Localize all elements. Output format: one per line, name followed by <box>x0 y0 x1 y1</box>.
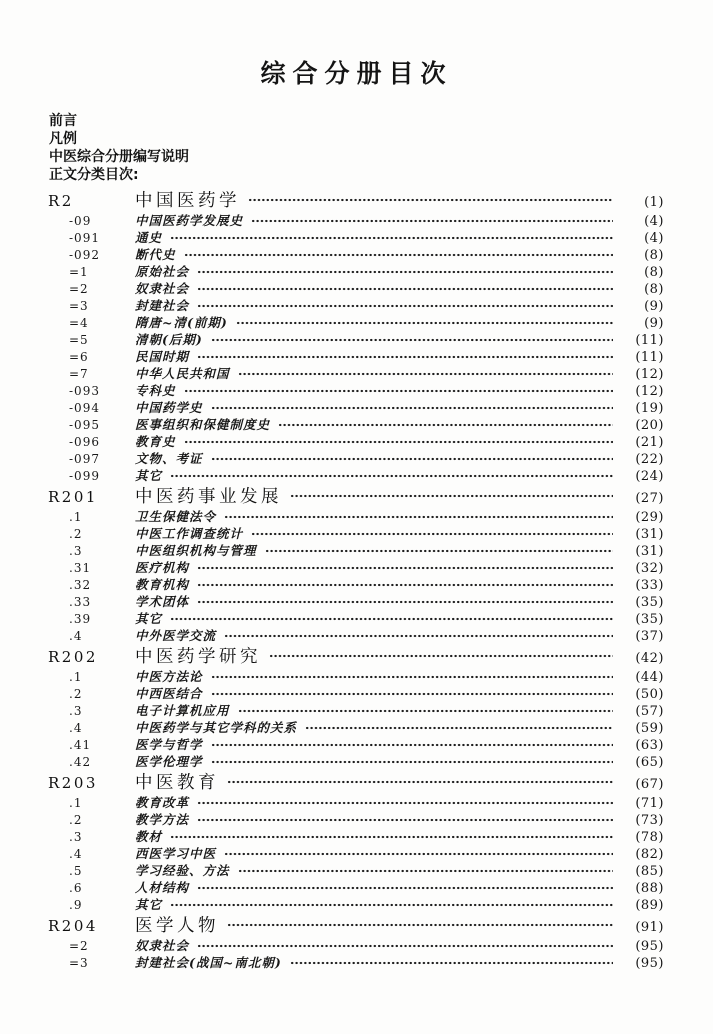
toc-entry <box>48 701 664 718</box>
entry-title: 教育机构 <box>135 577 190 592</box>
entry-code: R202 <box>48 648 98 666</box>
entry-code: R204 <box>48 917 98 935</box>
entry-title: 其它 <box>135 468 163 483</box>
entry-page: (12) <box>635 367 664 382</box>
dot-leader <box>197 579 613 591</box>
toc-entry <box>48 912 664 936</box>
entry-code: .1 <box>69 796 83 810</box>
entry-page: (95) <box>635 956 664 971</box>
entry-code: .9 <box>69 898 83 912</box>
entry-title: 学习经验、方法 <box>135 863 230 878</box>
dot-leader <box>211 739 613 751</box>
entry-code: .2 <box>69 527 83 541</box>
entry-code: R203 <box>48 774 98 792</box>
entry-page: (19) <box>635 401 664 416</box>
dot-leader <box>278 419 613 431</box>
toc-entry <box>48 844 664 861</box>
entry-code: .1 <box>69 670 83 684</box>
dot-leader <box>265 545 613 557</box>
entry-page: (67) <box>635 777 664 792</box>
front-matter-item: 正文分类目次: <box>49 167 139 183</box>
entry-page: (21) <box>635 435 664 450</box>
entry-code: =7 <box>69 367 89 381</box>
entry-page: (35) <box>635 595 664 610</box>
toc-entry <box>48 643 664 667</box>
toc-entry <box>48 718 664 735</box>
entry-code: =3 <box>69 956 89 970</box>
entry-page: (78) <box>635 830 664 845</box>
entry-page: (27) <box>635 491 664 506</box>
entry-page: (65) <box>635 755 664 770</box>
toc-entry <box>48 953 664 970</box>
entry-code: =2 <box>69 939 89 953</box>
toc-entry <box>48 279 664 296</box>
dot-leader <box>238 368 613 380</box>
entry-page: (22) <box>635 452 664 467</box>
entry-page: (8) <box>644 248 664 263</box>
entry-title: 专科史 <box>135 383 176 398</box>
dot-leader <box>224 848 613 860</box>
entry-title: 中医工作调查统计 <box>135 526 244 541</box>
dot-leader <box>238 705 613 717</box>
dot-leader <box>236 317 613 329</box>
entry-title: 中医组织机构与管理 <box>135 543 257 558</box>
dot-leader <box>290 490 613 502</box>
entry-page: (31) <box>635 527 664 542</box>
dot-leader <box>170 831 613 843</box>
entry-code: -099 <box>69 469 100 483</box>
entry-title: 医学人物 <box>135 916 219 936</box>
entry-page: (63) <box>635 738 664 753</box>
toc-entry <box>48 483 664 507</box>
toc-list <box>48 187 664 970</box>
entry-title: 中医药学与其它学科的关系 <box>135 720 298 735</box>
entry-page: (42) <box>635 651 664 666</box>
front-matter-item: 前言 <box>49 113 77 129</box>
entry-title: 民国时期 <box>135 349 190 364</box>
toc-entry <box>48 609 664 626</box>
entry-code: .4 <box>69 721 83 735</box>
dot-leader <box>224 511 613 523</box>
dot-leader <box>211 671 613 683</box>
dot-leader <box>211 756 613 768</box>
front-matter-item: 中医综合分册编写说明 <box>49 149 189 165</box>
dot-leader <box>197 283 613 295</box>
entry-page: (85) <box>635 864 664 879</box>
entry-page: (11) <box>635 350 664 365</box>
entry-page: (88) <box>635 881 664 896</box>
toc-entry <box>48 541 664 558</box>
toc-entry <box>48 187 664 211</box>
toc-entry <box>48 878 664 895</box>
entry-code: .33 <box>69 595 92 609</box>
dot-leader <box>184 249 613 261</box>
entry-title: 教学方法 <box>135 812 190 827</box>
toc-entry <box>48 347 664 364</box>
toc-entry <box>48 592 664 609</box>
entry-page: (11) <box>635 333 664 348</box>
entry-code: -095 <box>69 418 100 432</box>
toc-entry <box>48 364 664 381</box>
toc-entry <box>48 793 664 810</box>
entry-title: 中医药事业发展 <box>135 487 282 507</box>
entry-page: (89) <box>635 898 664 913</box>
entry-title: 教育改革 <box>135 795 190 810</box>
entry-page: (37) <box>635 629 664 644</box>
entry-page: (73) <box>635 813 664 828</box>
toc-entry <box>48 415 664 432</box>
toc-entry <box>48 752 664 769</box>
entry-code: -09 <box>69 214 92 228</box>
entry-title: 中医药学研究 <box>135 647 261 667</box>
toc-entry <box>48 507 664 524</box>
entry-page: (12) <box>635 384 664 399</box>
toc-entry <box>48 432 664 449</box>
dot-leader <box>238 865 613 877</box>
entry-code: .3 <box>69 704 83 718</box>
entry-page: (57) <box>635 704 664 719</box>
entry-title: 教材 <box>135 829 163 844</box>
entry-code: .2 <box>69 687 83 701</box>
entry-code: -094 <box>69 401 100 415</box>
toc-entry <box>48 626 664 643</box>
dot-leader <box>305 722 613 734</box>
entry-code: .3 <box>69 830 83 844</box>
entry-title: 教育史 <box>135 434 176 449</box>
entry-code: .5 <box>69 864 83 878</box>
dot-leader <box>170 232 613 244</box>
page-title: 综合分册目次 <box>260 59 453 88</box>
entry-title: 隋唐~清(前期) <box>135 315 228 330</box>
entry-page: (95) <box>635 939 664 954</box>
toc-entry <box>48 769 664 793</box>
dot-leader <box>211 402 613 414</box>
entry-code: =5 <box>69 333 89 347</box>
entry-code: R201 <box>48 488 98 506</box>
entry-title: 医学伦理学 <box>135 754 203 769</box>
entry-page: (33) <box>635 578 664 593</box>
entry-title: 奴隶社会 <box>135 281 190 296</box>
entry-page: (59) <box>635 721 664 736</box>
entry-page: (91) <box>635 920 664 935</box>
entry-title: 其它 <box>135 611 163 626</box>
entry-title: 清朝(后期) <box>135 332 203 347</box>
entry-title: 医学与哲学 <box>135 737 203 752</box>
toc-entry <box>48 735 664 752</box>
dot-leader <box>227 776 613 788</box>
toc-entry <box>48 330 664 347</box>
toc-entry <box>48 228 664 245</box>
entry-page: (8) <box>644 282 664 297</box>
entry-code: .4 <box>69 847 83 861</box>
entry-title: 西医学习中医 <box>135 846 217 861</box>
dot-leader <box>224 630 613 642</box>
entry-code: -093 <box>69 384 100 398</box>
toc-entry <box>48 245 664 262</box>
front-matter-list <box>49 112 713 184</box>
toc-entry <box>48 667 664 684</box>
entry-title: 电子计算机应用 <box>135 703 230 718</box>
dot-leader <box>197 300 613 312</box>
entry-title: 学术团体 <box>135 594 190 609</box>
entry-page: (4) <box>644 214 664 229</box>
toc-entry <box>48 296 664 313</box>
dot-leader <box>197 596 613 608</box>
entry-code: .41 <box>69 738 92 752</box>
entry-code: =6 <box>69 350 89 364</box>
entry-code: .32 <box>69 578 92 592</box>
entry-page: (1) <box>644 195 664 210</box>
entry-code: -097 <box>69 452 100 466</box>
entry-page: (44) <box>635 670 664 685</box>
entry-title: 通史 <box>135 230 163 245</box>
entry-page: (9) <box>644 316 664 331</box>
entry-code: .39 <box>69 612 92 626</box>
entry-page: (31) <box>635 544 664 559</box>
entry-page: (71) <box>635 796 664 811</box>
entry-title: 中国药学史 <box>135 400 203 415</box>
dot-leader <box>227 919 613 931</box>
toc-entry <box>48 810 664 827</box>
toc-entry <box>48 936 664 953</box>
entry-page: (82) <box>635 847 664 862</box>
toc-entry <box>48 449 664 466</box>
dot-leader <box>197 562 613 574</box>
dot-leader <box>197 351 613 363</box>
entry-title: 医疗机构 <box>135 560 190 575</box>
toc-entry <box>48 211 664 228</box>
entry-code: =1 <box>69 265 89 279</box>
entry-code: .31 <box>69 561 92 575</box>
entry-code: =3 <box>69 299 89 313</box>
entry-code: R2 <box>48 192 74 210</box>
dot-leader <box>211 688 613 700</box>
entry-title: 封建社会(战国~南北朝) <box>135 955 282 970</box>
dot-leader <box>197 797 613 809</box>
entry-page: (50) <box>635 687 664 702</box>
toc-entry <box>48 381 664 398</box>
dot-leader <box>184 436 613 448</box>
toc-entry <box>48 313 664 330</box>
entry-page: (20) <box>635 418 664 433</box>
entry-title: 中西医结合 <box>135 686 203 701</box>
dot-leader <box>251 528 613 540</box>
entry-title: 中国医药学 <box>135 191 240 211</box>
entry-code: .42 <box>69 755 92 769</box>
dot-leader <box>197 940 613 952</box>
dot-leader <box>170 899 613 911</box>
entry-title: 其它 <box>135 897 163 912</box>
entry-page: (9) <box>644 299 664 314</box>
entry-code: .1 <box>69 510 83 524</box>
toc-entry <box>48 575 664 592</box>
front-matter-item: 凡例 <box>49 131 77 147</box>
toc-entry <box>48 895 664 912</box>
entry-title: 奴隶社会 <box>135 938 190 953</box>
dot-leader <box>197 266 613 278</box>
entry-code: .2 <box>69 813 83 827</box>
dot-leader <box>184 385 613 397</box>
dot-leader <box>251 215 613 227</box>
entry-title: 封建社会 <box>135 298 190 313</box>
entry-title: 卫生保健法令 <box>135 509 217 524</box>
entry-title: 断代史 <box>135 247 176 262</box>
entry-page: (29) <box>635 510 664 525</box>
entry-page: (24) <box>635 469 664 484</box>
toc-entry <box>48 861 664 878</box>
entry-code: -091 <box>69 231 100 245</box>
entry-page: (35) <box>635 612 664 627</box>
entry-page: (4) <box>644 231 664 246</box>
entry-page: (8) <box>644 265 664 280</box>
entry-title: 中国医药学发展史 <box>135 213 244 228</box>
entry-title: 人材结构 <box>135 880 190 895</box>
entry-code: .3 <box>69 544 83 558</box>
toc-entry <box>48 684 664 701</box>
entry-title: 文物、考证 <box>135 451 203 466</box>
entry-code: =2 <box>69 282 89 296</box>
dot-leader <box>170 470 613 482</box>
entry-title: 中华人民共和国 <box>135 366 230 381</box>
entry-code: -092 <box>69 248 100 262</box>
dot-leader <box>290 957 613 969</box>
toc-entry <box>48 524 664 541</box>
toc-entry <box>48 466 664 483</box>
entry-title: 原始社会 <box>135 264 190 279</box>
entry-page: (32) <box>635 561 664 576</box>
entry-title: 中医方法论 <box>135 669 203 684</box>
entry-code: .4 <box>69 629 83 643</box>
dot-leader <box>170 613 613 625</box>
dot-leader <box>211 334 613 346</box>
dot-leader <box>197 882 613 894</box>
dot-leader <box>269 650 613 662</box>
toc-entry <box>48 262 664 279</box>
entry-code: =4 <box>69 316 89 330</box>
dot-leader <box>197 814 613 826</box>
dot-leader <box>248 194 613 206</box>
dot-leader <box>211 453 613 465</box>
toc-entry <box>48 398 664 415</box>
entry-title: 中外医学交流 <box>135 628 217 643</box>
entry-title: 中医教育 <box>135 773 219 793</box>
entry-code: .6 <box>69 881 83 895</box>
entry-code: -096 <box>69 435 100 449</box>
entry-title: 医事组织和保健制度史 <box>135 417 271 432</box>
toc-entry <box>48 558 664 575</box>
toc-entry <box>48 827 664 844</box>
